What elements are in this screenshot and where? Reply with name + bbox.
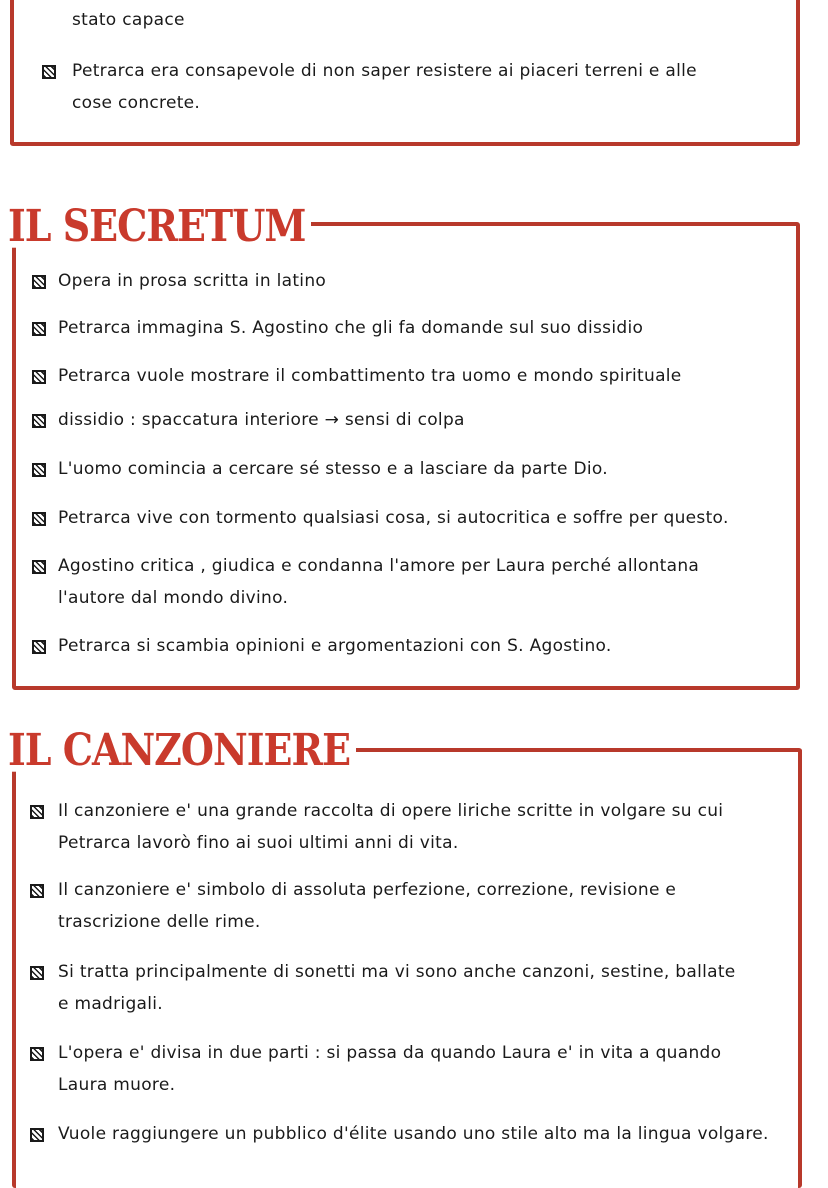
hatched-bullet-icon	[32, 560, 46, 574]
hatched-bullet-icon	[30, 1128, 44, 1142]
secretum-item-line: Petrarca si scambia opinioni e argomentazioni con S. Agostino.	[58, 636, 612, 656]
canzoniere-item-line: e madrigali.	[58, 994, 164, 1014]
canzoniere-item-line: trascrizione delle rime.	[58, 912, 261, 932]
top-item-line: cose concrete.	[72, 93, 201, 113]
top-item-line: Petrarca era consapevole di non saper resistere ai piaceri terreni e alle	[72, 61, 697, 81]
section-title-secretum: IL SECRETUM	[8, 204, 311, 248]
hatched-bullet-icon	[30, 805, 44, 819]
hatched-bullet-icon	[32, 414, 46, 428]
secretum-item-line: dissidio : spaccatura interiore → sensi di colpa	[58, 410, 465, 430]
canzoniere-item-line: Vuole raggiungere un pubblico d'élite usando uno stile alto ma la lingua volgare.	[58, 1124, 769, 1144]
section-title-canzoniere: IL CANZONIERE	[8, 728, 356, 772]
hatched-bullet-icon	[42, 65, 56, 79]
secretum-item-line: Petrarca vive con tormento qualsiasi cosa, si autocritica e soffre per questo.	[58, 508, 729, 528]
secretum-item-line: l'autore dal mondo divino.	[58, 588, 289, 608]
hatched-bullet-icon	[32, 275, 46, 289]
hatched-bullet-icon	[32, 322, 46, 336]
hatched-bullet-icon	[32, 370, 46, 384]
hatched-bullet-icon	[30, 1047, 44, 1061]
canzoniere-item-line: Il canzoniere e' una grande raccolta di opere liriche scritte in volgare su cui	[58, 801, 724, 821]
canzoniere-item-line: L'opera e' divisa in due parti : si passa da quando Laura e' in vita a quando	[58, 1043, 722, 1063]
canzoniere-item-line: Si tratta principalmente di sonetti ma vi sono anche canzoni, sestine, ballate	[58, 962, 736, 982]
canzoniere-item-line: Laura muore.	[58, 1075, 176, 1095]
secretum-item-line: Petrarca vuole mostrare il combattimento tra uomo e mondo spirituale	[58, 366, 682, 386]
canzoniere-item-line: Petrarca lavorò fino ai suoi ultimi anni di vita.	[58, 833, 459, 853]
secretum-item-line: Opera in prosa scritta in latino	[58, 271, 327, 291]
top-continuation-line: stato capace	[72, 10, 185, 30]
hatched-bullet-icon	[32, 512, 46, 526]
canzoniere-item-line: Il canzoniere e' simbolo di assoluta perfezione, correzione, revisione e	[58, 880, 677, 900]
hatched-bullet-icon	[32, 640, 46, 654]
hatched-bullet-icon	[32, 463, 46, 477]
hatched-bullet-icon	[30, 884, 44, 898]
hatched-bullet-icon	[30, 966, 44, 980]
secretum-item-line: Agostino critica , giudica e condanna l'amore per Laura perché allontana	[58, 556, 700, 576]
secretum-item-line: L'uomo comincia a cercare sé stesso e a lasciare da parte Dio.	[58, 459, 608, 479]
secretum-item-line: Petrarca immagina S. Agostino che gli fa domande sul suo dissidio	[58, 318, 644, 338]
